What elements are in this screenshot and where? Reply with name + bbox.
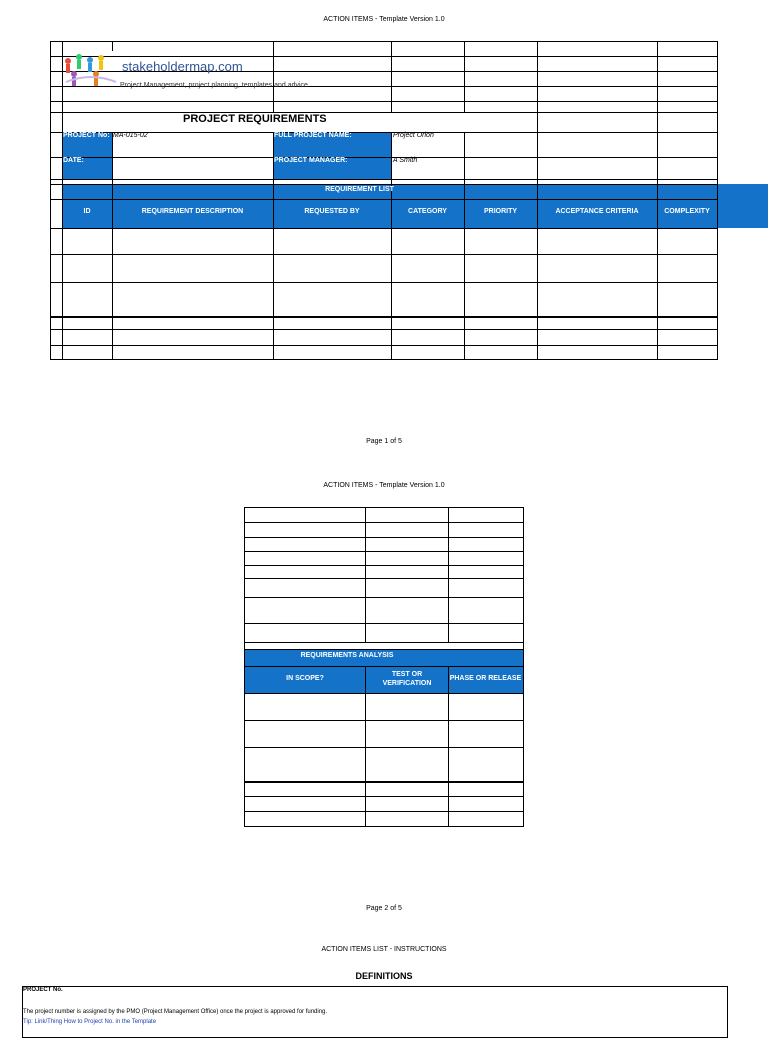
full-name-label: FULL PROJECT NAME: [274,132,352,139]
col-id: ID [83,208,91,215]
manager-label: PROJECT MANAGER: [274,157,348,164]
page-title: PROJECT REQUIREMENTS [183,113,327,125]
date-label: DATE: [63,157,84,164]
col-description: REQUIREMENT DESCRIPTION [141,208,244,215]
project-no-label: PROJECT No: [63,132,110,139]
brand-name: stakeholdermap.com [122,59,243,74]
definition-term: PROJECT No. [23,987,63,993]
definition-text: The project number is assigned by the PMO (Project Management Office) once the project is approved for funding. [23,1009,328,1015]
col-test-verification: TEST OR VERIFICATION [382,671,432,687]
col-acceptance-criteria: ACCEPTANCE CRITERIA [555,208,639,215]
manager-value: A Smith [393,157,418,164]
page1-header: ACTION ITEMS - Template Version 1.0 [323,16,445,23]
col-category: CATEGORY [408,208,447,215]
col-requested-by: REQUESTED BY [304,208,360,215]
page3-header: ACTION ITEMS LIST - INSTRUCTIONS [321,946,447,953]
col-phase-release: PHASE OR RELEASE [449,675,522,682]
definition-link[interactable]: Tip: Link/Thing How to Project No. in the Template [23,1019,157,1025]
page2-footer: Page 2 of 5 [366,905,402,912]
requirement-list-title: REQUIREMENT LIST [325,186,394,193]
page1-footer: Page 1 of 5 [366,438,402,445]
col-complexity: COMPLEXITY [664,208,710,215]
definitions-title: DEFINITIONS [355,971,413,981]
page2-header: ACTION ITEMS - Template Version 1.0 [323,482,445,489]
col-priority: PRIORITY [483,208,518,215]
col-in-scope: IN SCOPE? [286,675,324,682]
brand-tagline: Project Management, project planning, templates and advice [120,82,308,89]
project-no-value: MA-015-02 [113,132,148,139]
full-name-value: Project Orion [393,132,434,139]
analysis-title: REQUIREMENTS ANALYSIS [300,652,394,659]
